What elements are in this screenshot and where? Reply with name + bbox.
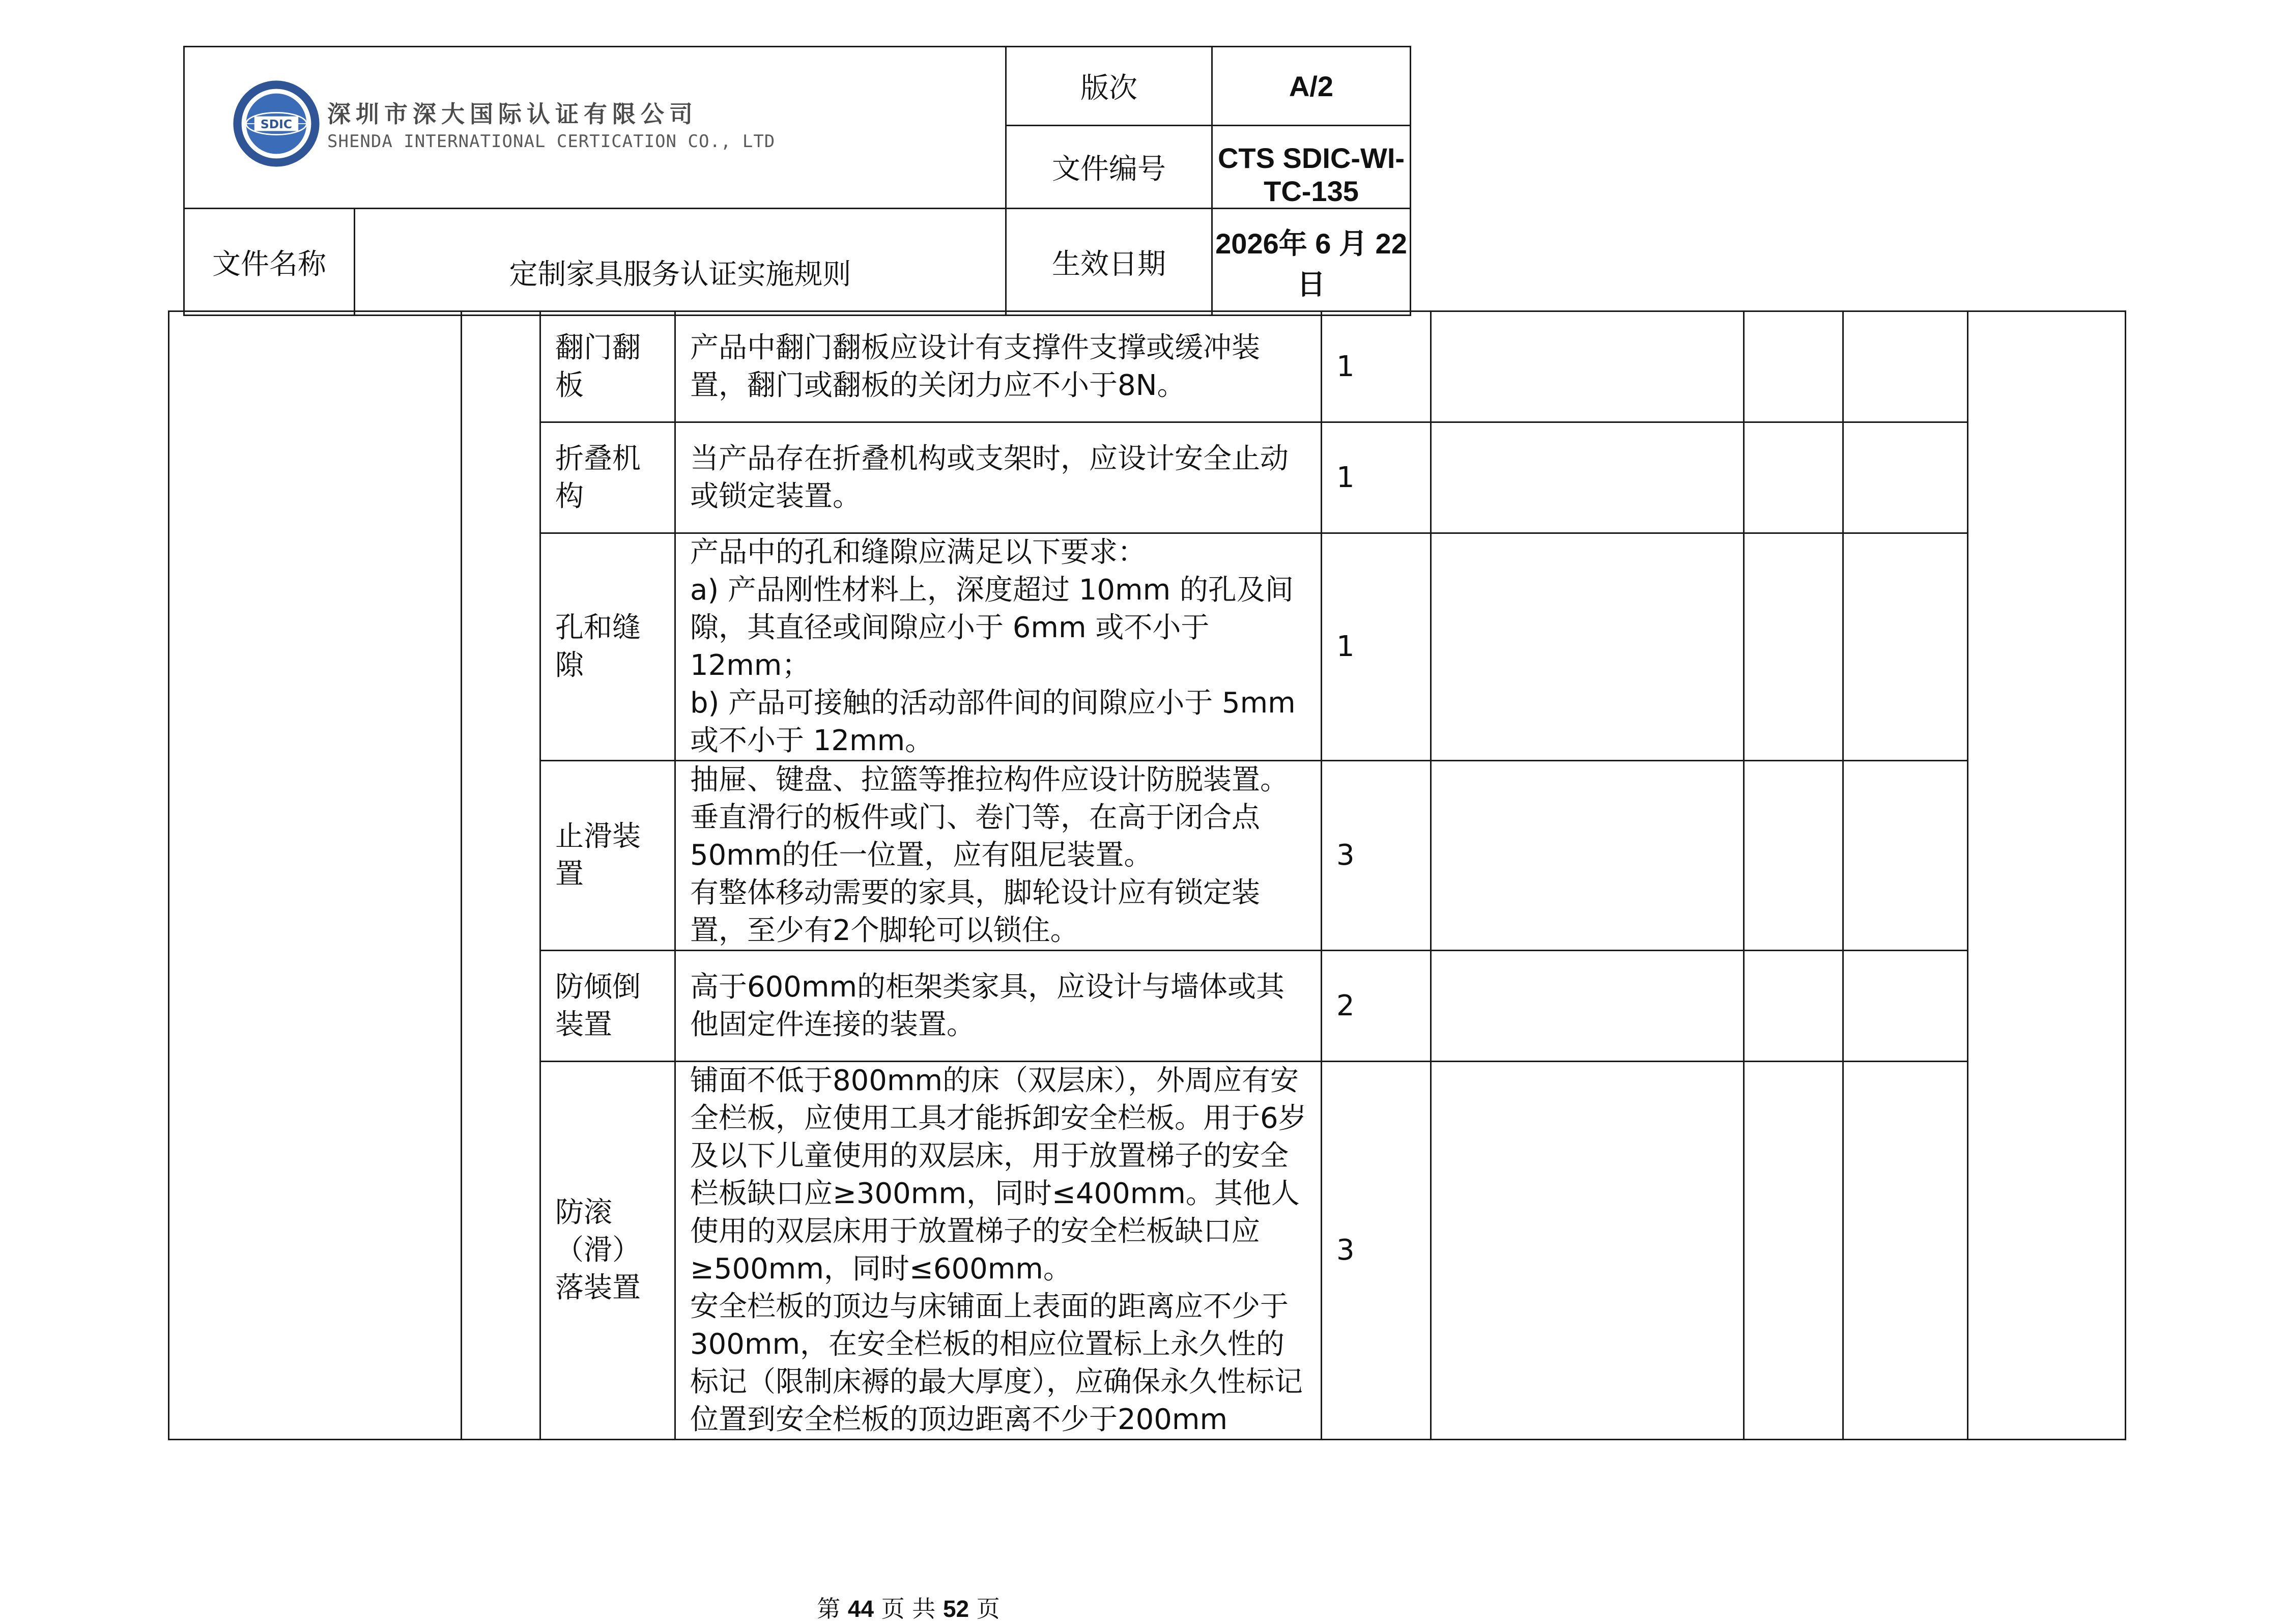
table-row xyxy=(169,311,2126,422)
version-label: 版次 xyxy=(1006,47,1212,126)
category-cell xyxy=(169,311,462,1440)
blank-cell xyxy=(1431,422,1744,533)
item-name-cell: 防倾倒装置 xyxy=(540,951,675,1062)
current-page-number: 44 xyxy=(847,1595,874,1622)
score-cell: 1 xyxy=(1322,533,1431,761)
score-cell: 3 xyxy=(1322,1062,1431,1440)
footer-suffix: 页 xyxy=(976,1595,1000,1622)
score-cell: 2 xyxy=(1322,951,1431,1062)
blank-cell xyxy=(1431,1062,1744,1440)
blank-cell xyxy=(1843,533,1968,761)
document-header xyxy=(183,46,1411,316)
total-page-number: 52 xyxy=(942,1595,969,1622)
requirement-cell xyxy=(675,422,1322,533)
requirement-line: 铺面不低于800mm的床（双层床），外周应有安全栏板，应使用工具才能拆卸安全栏板。用于6岁及以下儿童使用的双层床，用于放置梯子的安全栏板缺口应≥300mm，同时≤400mm。其他人使用的双层床用于放置梯子的安全栏板缺口应≥500mm，同时≤600mm。 xyxy=(690,1064,1307,1286)
score-cell: 3 xyxy=(1322,761,1431,951)
blank-cell xyxy=(1431,951,1744,1062)
doc-number-value: CTS SDIC-WI-TC-135 xyxy=(1212,126,1411,209)
page-footer xyxy=(0,1590,1817,1624)
company-logo-cell xyxy=(184,47,1006,209)
requirement-line: 安全栏板的顶边与床铺面上表面的距离应不少于300mm，在安全栏板的相应位置标上永久性的标记（限制床褥的最大厚度），应确保永久性标记位置到安全栏板的顶边距离不少于200mm xyxy=(690,1290,1303,1436)
item-name-cell: 翻门翻板 xyxy=(540,311,675,422)
remark-cell xyxy=(1968,311,2126,1440)
company-name-cn: 深圳市深大国际认证有限公司 xyxy=(327,100,698,128)
effective-date-label: 生效日期 xyxy=(1006,209,1212,316)
sdic-logo-icon xyxy=(231,78,322,169)
score-cell: 1 xyxy=(1322,422,1431,533)
blank-cell xyxy=(1744,951,1843,1062)
requirement-cell xyxy=(675,951,1322,1062)
blank-cell xyxy=(1843,1062,1968,1440)
requirement-line: 有整体移动需要的家具，脚轮设计应有锁定装置，至少有2个脚轮可以锁住。 xyxy=(690,876,1260,947)
blank-cell xyxy=(1744,761,1843,951)
requirement-cell xyxy=(675,1062,1322,1440)
blank-cell xyxy=(1843,422,1968,533)
requirement-line: 高于600mm的柜架类家具，应设计与墙体或其他固定件连接的装置。 xyxy=(690,970,1284,1041)
doc-name-label: 文件名称 xyxy=(184,209,355,316)
requirement-line: a) 产品刚性材料上，深度超过 10mm 的孔及间隙，其直径或间隙应小于 6mm 或不小于 12mm； xyxy=(690,574,1294,682)
blank-cell xyxy=(1843,311,1968,422)
requirement-line: 当产品存在折叠机构或支架时，应设计安全止动或锁定装置。 xyxy=(690,442,1289,513)
blank-cell xyxy=(1843,951,1968,1062)
company-name-en: SHENDA INTERNATIONAL CERTICATION CO., LTD xyxy=(327,131,776,152)
blank-cell xyxy=(1431,533,1744,761)
effective-date-value: 2026年 6 月 22 日 xyxy=(1212,209,1411,316)
doc-name-value: 定制家具服务认证实施规则 xyxy=(355,209,1006,316)
requirements-table xyxy=(168,310,2126,1440)
doc-number-label: 文件编号 xyxy=(1006,126,1212,209)
requirement-line: 产品中的孔和缝隙应满足以下要求： xyxy=(690,536,1146,569)
footer-prefix: 第 xyxy=(817,1595,841,1622)
blank-cell xyxy=(1843,761,1968,951)
item-name-cell: 折叠机构 xyxy=(540,422,675,533)
requirement-line: 垂直滑行的板件或门、卷门等，在高于闭合点50mm的任一位置，应有阻尼装置。 xyxy=(690,801,1260,872)
blank-cell xyxy=(1744,533,1843,761)
item-name-cell: 防滚（滑）落装置 xyxy=(540,1062,675,1440)
requirement-line: 抽屉、键盘、拉篮等推拉构件应设计防脱装置。 xyxy=(690,763,1289,796)
blank-cell xyxy=(1431,761,1744,951)
subcategory-cell xyxy=(462,311,540,1440)
score-cell: 1 xyxy=(1322,311,1431,422)
blank-cell xyxy=(1744,422,1843,533)
item-name-cell: 止滑装置 xyxy=(540,761,675,951)
logo-text: SDIC xyxy=(260,117,293,131)
requirement-cell xyxy=(675,533,1322,761)
blank-cell xyxy=(1744,1062,1843,1440)
footer-middle: 页 共 xyxy=(881,1595,936,1622)
blank-cell xyxy=(1431,311,1744,422)
requirement-cell xyxy=(675,761,1322,951)
requirement-line: 产品中翻门翻板应设计有支撑件支撑或缓冲装置，翻门或翻板的关闭力应不小于8N。 xyxy=(690,331,1260,402)
item-name-cell: 孔和缝隙 xyxy=(540,533,675,761)
requirement-line: b) 产品可接触的活动部件间的间隙应小于 5mm 或不小于 12mm。 xyxy=(690,687,1296,757)
version-value: A/2 xyxy=(1212,47,1411,126)
blank-cell xyxy=(1744,311,1843,422)
requirement-cell xyxy=(675,311,1322,422)
